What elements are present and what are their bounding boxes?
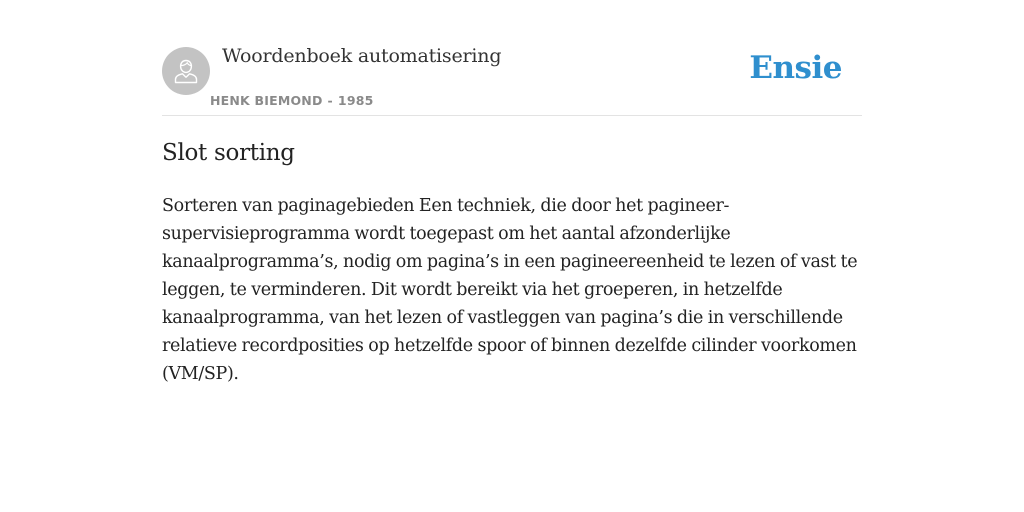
ensie-logo[interactable]: Ensie xyxy=(749,50,842,86)
user-outline-icon xyxy=(171,56,201,86)
publication-year: 1985 xyxy=(337,93,374,108)
source-title[interactable]: Woordenboek automatisering xyxy=(222,45,502,67)
author-name[interactable]: HENK BIEMOND xyxy=(210,93,323,108)
byline xyxy=(210,93,374,108)
entry-definition: Sorteren van paginagebieden Een techniek, die door het pagineer-supervisieprogramma wordt toegepast om het aantal afzonderlijke kanaalprogramma’s, nodig om pagina’s in een pagineereenheid te lezen of vast te leggen, te verminderen. Dit wordt bereikt via het groeperen, in hetzelfde kanaalprogramma, van het lezen of vastleggen van pagina’s die in verschillende relatieve recordposities op hetzelfde spoor of binnen dezelfde cilinder voorkomen (VM/SP). xyxy=(162,196,858,384)
byline-separator: - xyxy=(327,93,333,108)
entry-card xyxy=(162,0,862,512)
entry-header xyxy=(162,0,862,116)
avatar[interactable] xyxy=(162,47,210,95)
entry-term: Slot sorting xyxy=(162,140,295,166)
